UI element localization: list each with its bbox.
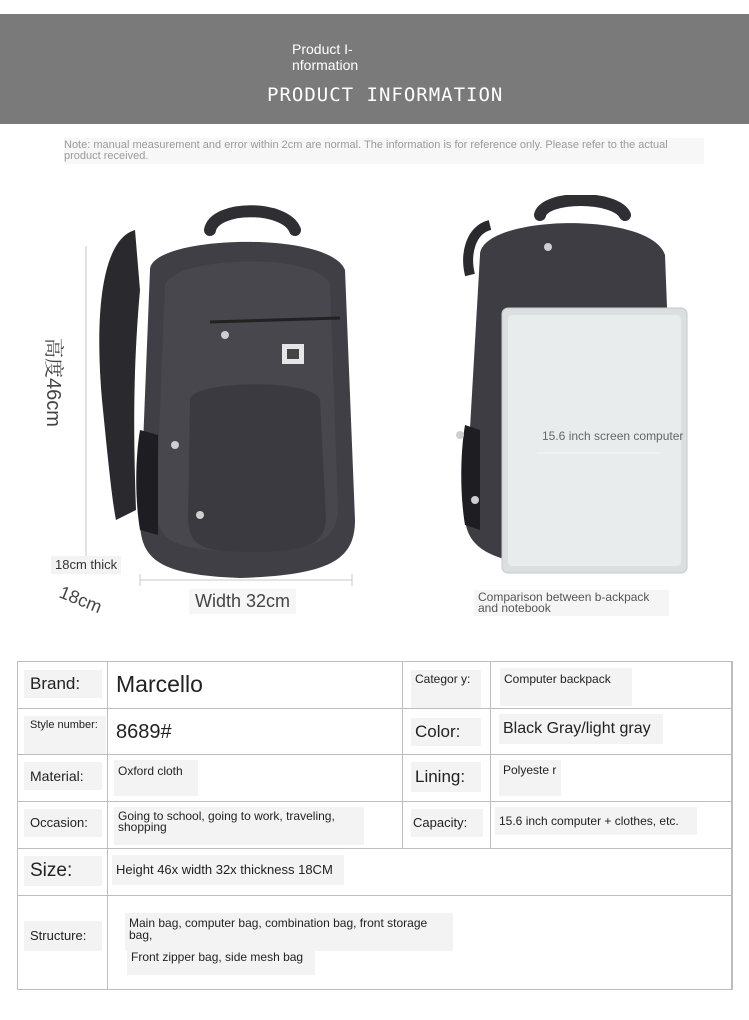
header-banner (0, 14, 749, 124)
table-row (18, 708, 732, 755)
occasion-label: Occasion: (24, 809, 102, 837)
material-value: Oxford cloth (114, 760, 198, 796)
brand-label: Brand: (24, 670, 102, 698)
category-label: Categor y: (411, 670, 481, 708)
style-label: Style number: (24, 716, 106, 754)
occasion-value: Going to school, going to work, traveling, shopping (114, 807, 364, 845)
size-label: Size: (24, 856, 102, 886)
thick-box-label: 18cm thick (51, 556, 121, 574)
width-label: Width 32cm (189, 589, 296, 614)
screen-label: 15.6 inch screen computer (542, 429, 684, 443)
color-value: Black Gray/light gray (499, 714, 663, 744)
table-row (18, 662, 732, 709)
structure-value-2: Front zipper bag, side mesh bag (127, 945, 315, 975)
header-large-title: PRODUCT INFORMATION (267, 84, 504, 106)
header-small-title: Product I-nformation (292, 41, 359, 73)
table-row (18, 848, 732, 896)
capacity-value: 15.6 inch computer + clothes, etc. (495, 807, 697, 835)
table-row (18, 754, 732, 802)
style-value: 8689# (116, 721, 172, 743)
spec-table (17, 661, 733, 990)
lining-value: Polyeste r (499, 760, 561, 796)
lining-label: Lining: (411, 762, 481, 792)
table-row (18, 801, 732, 849)
measurement-note: Note: manual measurement and error within 2cm are normal. The information is for reference only. Please refer to the actual product received. (64, 138, 704, 164)
backpack-laptop-image (440, 195, 710, 585)
size-value: Height 46x width 32x thickness 18CM (112, 855, 344, 885)
comparison-label: Comparison between b-ackpack and notebook (474, 590, 669, 616)
thickness-label: 18cm (56, 582, 105, 618)
capacity-label: Capacity: (411, 809, 483, 837)
material-label: Material: (24, 762, 102, 790)
color-label: Color: (411, 718, 481, 746)
table-row (18, 895, 732, 989)
height-label: 高度46cm (42, 338, 64, 427)
brand-value: Marcello (116, 671, 203, 697)
structure-value-1: Main bag, computer bag, combination bag, front storage bag, (125, 913, 453, 951)
category-value: Computer backpack (500, 668, 632, 706)
structure-label: Structure: (24, 921, 102, 951)
